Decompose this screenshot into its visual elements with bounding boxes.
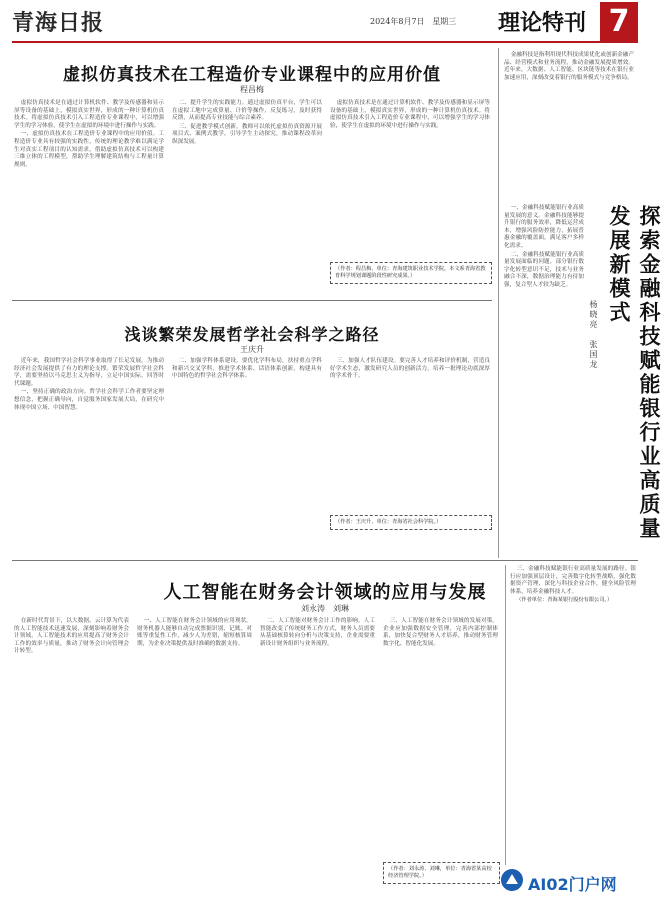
article1-title: 虚拟仿真技术在工程造价专业课程中的应用价值	[63, 65, 441, 85]
article4-column-2	[510, 566, 636, 856]
article3-title: 人工智能在财务会计领域的应用与发展	[163, 582, 487, 603]
newspaper-logo: 青海日报	[12, 10, 105, 36]
article3-column-3	[260, 618, 375, 896]
article2-paragraph: 三、加强人才队伍建设。要完善人才培养和评价机制，营造良好学术生态，激发研究人员的创新活力，培养一批理论功底深厚的学术骨干。	[330, 358, 490, 380]
article3-paragraph: 二、人工智能对财务会计工作的影响。人工智能改变了传统财务工作方式，财务人员需要从基础核算转向分析与决策支持，企业需要重新设计财务组织与业务流程。	[260, 618, 375, 647]
page-number: 7	[600, 2, 638, 42]
article4-paragraph: 三、金融科技赋能银行业高质量发展的路径。银行应加强顶层设计，完善数字化转型战略，强化数据资产管理，深化与科技企业合作，健全风险管理体系，培养金融科技人才。	[510, 566, 636, 595]
article4-column-1	[504, 205, 584, 555]
article1-paragraph: 三、促进教学模式创新。教师可以依托虚拟仿真资源开展项目式、案例式教学，引导学生主动探究，推动课程改革向纵深发展。	[172, 123, 322, 145]
issue-weekday: 星期三	[432, 17, 457, 26]
article3-paragraph: 在新时代背景下，以大数据、云计算为代表的人工智能技术迅速发展，深刻影响着财务会计领域。人工智能技术的应用提高了财务会计工作的效率与质量，推动了财务会计向管理会计转型。	[14, 618, 129, 655]
article1-column-3	[330, 100, 490, 250]
article2-title: 浅谈繁荣发展哲学社会科学之路径	[124, 325, 380, 344]
header-divider	[12, 41, 638, 43]
section-title: 理论特刊	[498, 10, 587, 36]
article2-column-3	[330, 358, 490, 508]
article1-note: （作者：程昌梅，单位：青海建筑职业技术学院。本文系青海省教育科学规划课题阶段性研究成果。）	[330, 262, 492, 284]
article3-note: （作者：刘永涛、刘琳，单位：青海省某高校经济管理学院。）	[383, 862, 500, 884]
watermark-logo-icon	[500, 868, 524, 892]
article-divider	[12, 560, 638, 561]
article2-paragraph: 二、加强学科体系建设。要优化学科布局，扶持重点学科和新兴交叉学科，推进学术体系、话语体系创新，构建具有中国特色的哲学社会科学体系。	[172, 358, 322, 380]
article3-author: 刘永涛 刘琳	[301, 604, 349, 613]
article1-column-2	[172, 100, 322, 292]
watermark-text: AI02门户网	[528, 875, 617, 894]
page-date-info	[370, 16, 456, 27]
article3-paragraph: 三、人工智能在财务会计领域的发展对策。企业应加强数据安全管理，完善内部控制体系，加快复合型财务人才培养，推动财务管理数字化、智能化发展。	[383, 618, 498, 647]
article1-column-1	[14, 100, 164, 292]
article3-column-2	[137, 618, 252, 896]
article2-column-2	[172, 358, 322, 550]
article3-column-4	[383, 618, 498, 856]
article4-paragraph: 二、金融科技赋能银行业高质量发展面临的问题。部分银行数字化转型意识不足，技术与业务融合不深，数据治理能力有待加强，复合型人才较为缺乏。	[504, 251, 584, 288]
article3-paragraph: 一、人工智能在财务会计领域的应用现状。财务机器人能够自动完成票据识别、记账、对账等重复性工作，减少人为差错，缩短核算周期，为企业决策提供及时准确的数据支持。	[137, 618, 252, 647]
article2-column-1	[14, 358, 164, 550]
article4-author: 杨晓亮 张国龙	[589, 300, 598, 370]
article2-paragraph: 近年来，我国哲学社会科学事业取得了长足发展，为推动经济社会发展提供了有力的理论支撑。繁荣发展哲学社会科学，需要坚持以马克思主义为指导，立足中国实际，回答时代课题。	[14, 358, 164, 387]
article-divider	[12, 300, 492, 301]
article1-paragraph: 二、提升学生的实践能力。通过虚拟仿真平台，学生可以在虚拟工地中完成算量、计价等操作，反复练习，及时获得反馈，从而提高专业技能与综合素养。	[172, 100, 322, 122]
issue-date: 2024年8月7日	[370, 17, 425, 26]
article4-paragraph: 一、金融科技赋能银行业高质量发展的意义。金融科技能够提升银行的服务效率，降低运营成本，增强风险防控能力，拓展普惠金融的覆盖面，满足客户多样化需求。	[504, 205, 584, 249]
column-divider	[498, 48, 499, 558]
article4-paragraph: 金融科技是指利用现代科技成果优化或创新金融产品、经营模式和业务流程，推动金融发展提质增效。近年来，大数据、人工智能、区块链等技术在银行业加速应用，深刻改变着银行的服务模式与竞争格局。	[504, 52, 634, 81]
article3-column-1	[14, 618, 129, 896]
article1-paragraph: 虚拟仿真技术是在通过计算机软件、教学及传感器和显示屏等设备的基础上，模拟真实世界，形成的一种计算机仿真技术。将虚拟仿真技术引入工程造价专业课程中，可以增强学生的学习体验，使学生在虚拟的环境中进行操作与实践。	[14, 100, 164, 129]
article4-lead-column	[504, 52, 634, 202]
article2-note: （作者：王庆升，单位：青海省社会科学院。）	[330, 515, 492, 530]
article1-paragraph: 一、虚拟仿真技术在工程造价专业课程中的应用价值。工程造价专业具有较强的实践性，传统的理论教学难以满足学生对真实工程项目的认知需求，借助虚拟仿真技术可以构建三维立体的工程模型，帮助学生理解建筑结构与工程量计算规则。	[14, 131, 164, 168]
article2-paragraph: 一、坚持正确的政治方向。哲学社会科学工作者要坚定理想信念，把握正确导向，自觉服务国家发展大局，在研究中体现中国立场、中国智慧。	[14, 389, 164, 411]
article2-author: 王庆升	[240, 345, 264, 354]
article1-author: 程昌梅	[240, 85, 264, 94]
article1-paragraph: 虚拟仿真技术是在通过计算机软件、教学及传感器和显示屏等设备的基础上，模拟真实世界，形成的一种计算机仿真技术。将虚拟仿真技术引入工程造价专业课程中，可以增强学生的学习体验，使学生在虚拟的环境中进行操作与实践。	[330, 100, 490, 129]
article4-note: （作者单位：青海某银行股份有限公司。）	[516, 597, 613, 604]
article4-title: 探索金融科技赋能银行业高质量发展新模式	[607, 205, 662, 541]
column-divider	[505, 565, 506, 865]
